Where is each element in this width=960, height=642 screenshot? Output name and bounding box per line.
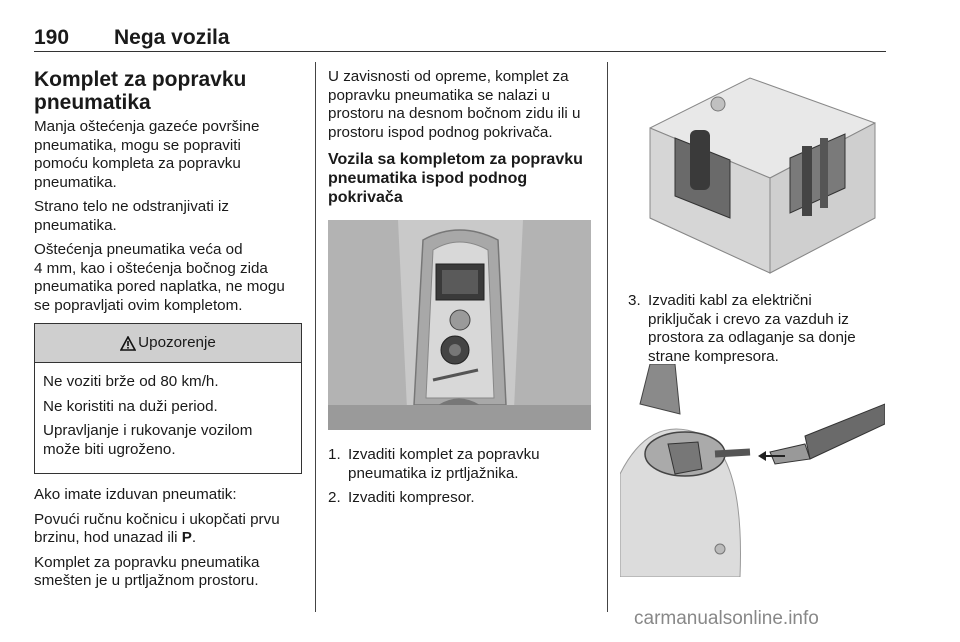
gear-p-label: P xyxy=(181,529,192,546)
warning-title: Upozorenje xyxy=(138,333,216,351)
watermark: carmanualsonline.info xyxy=(634,608,819,629)
section-heading: Komplet za popravku pneumatika xyxy=(34,68,247,114)
paragraph: Manja oštećenja gazeće površine pneumatika, mogu se popraviti pomoću kompleta za popravku pneumatika. xyxy=(34,118,260,191)
paragraph: U zavisnosti od opreme, komplet za popravku pneumatika se nalazi u prostoru na desnom bočnom zidu ili u prostoru ispod podnog pokrivača. xyxy=(328,68,581,141)
warning-header xyxy=(35,324,301,363)
column-2-steps xyxy=(328,446,594,514)
steps-list xyxy=(628,292,886,366)
column-divider-2 xyxy=(607,62,608,612)
list-item: 2. Izvaditi kompresor. xyxy=(328,489,475,506)
page-number: 190 xyxy=(34,26,70,49)
warning-line: Ne voziti brže od 80 km/h. xyxy=(43,373,219,390)
steps-list xyxy=(328,446,594,508)
compressor-illustration xyxy=(620,68,885,278)
warning-line: Ne koristiti na duži period. xyxy=(43,397,218,415)
paragraph: Ako imate izduvan pneumatik: xyxy=(34,486,237,503)
column-3-steps xyxy=(628,292,886,372)
warning-line: Upravljanje i rukovanje vozilom može biti ugroženo. xyxy=(43,422,253,458)
paragraph: Povući ručnu kočnicu i ukopčati prvu brzinu, hod unazad ili P. xyxy=(34,510,280,546)
chapter-title: Nega vozila xyxy=(114,26,230,49)
header-rule xyxy=(34,51,886,52)
subsection-heading: Vozila sa kompletom za popravku pneumatika ispod podnog pokrivača xyxy=(328,151,583,206)
column-1 xyxy=(34,68,302,597)
hose-connector-illustration xyxy=(620,364,885,577)
warning-triangle-icon xyxy=(120,336,136,351)
trunk-kit-illustration xyxy=(328,220,591,430)
column-divider-1 xyxy=(315,62,316,612)
column-2 xyxy=(328,68,594,217)
paragraph: Strano telo ne odstranjivati iz pneumatika. xyxy=(34,198,230,234)
paragraph: Oštećenja pneumatika veća od 4 mm, kao i oštećenja bočnog zida pneumatika pored naplatka, ne mogu se popravljati ovim kompletom. xyxy=(34,241,285,314)
paragraph: Komplet za popravku pneumatika smešten je u prtljažnom prostoru. xyxy=(34,553,260,589)
list-item: 3. Izvaditi kabl za električni priključak i crevo za vazduh iz prostora za odlaganje sa donje strane kompresora. xyxy=(628,292,856,365)
warning-box xyxy=(34,323,302,474)
list-item: 1. Izvaditi komplet za popravku pneumatika iz prtljažnika. xyxy=(328,446,540,482)
